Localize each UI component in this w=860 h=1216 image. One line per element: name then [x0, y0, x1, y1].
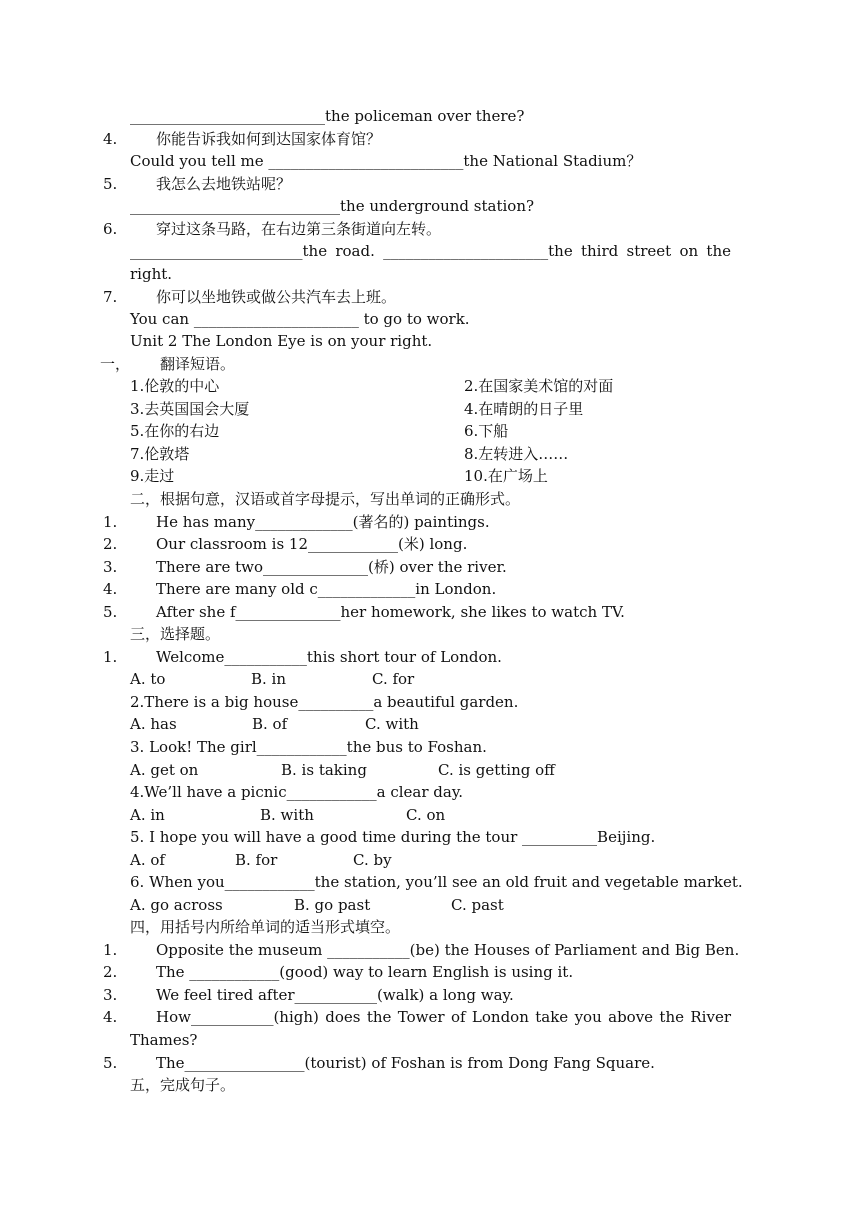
section3-q6-option-a: A. go across	[130, 896, 223, 914]
section2-item: He has many_____________(著名的) paintings.	[156, 513, 490, 531]
phrase-item: 1.伦敦的中心	[130, 377, 220, 395]
section3-q3-option-a: A. get on	[130, 761, 199, 779]
section4-title: 四，用括号内所给单词的适当形式填空。	[130, 918, 401, 936]
section1-title: 翻译短语。	[160, 355, 236, 373]
unit1-q5-number: 5.	[103, 175, 118, 193]
section4-item-cont: Thames?	[130, 1031, 198, 1049]
section2-item: There are many old c_____________in London.	[156, 580, 497, 598]
unit1-q6-english-cont: right.	[130, 265, 173, 283]
section3-q6: 6. When you____________the station, you’ll see an old fruit and vegetable market.	[130, 873, 743, 891]
section4-item-number: 3.	[103, 986, 118, 1004]
section4-item-number: 5.	[103, 1054, 118, 1072]
section2-item-number: 2.	[103, 535, 118, 553]
section3-q5-option-a: A. of	[130, 851, 165, 869]
section4-item: Opposite the museum ___________(be) the Houses of Parliament and Big Ben.	[156, 941, 740, 959]
section2-item: Our classroom is 12____________(米) long.	[156, 535, 468, 553]
section4-item-number: 2.	[103, 963, 118, 981]
unit1-q6-chinese: 穿过这条马路，在右边第三条街道向左转。	[156, 220, 442, 238]
section3-q4-option-a: A. in	[130, 806, 165, 824]
section2-item-number: 4.	[103, 580, 118, 598]
unit1-q7-chinese: 你可以坐地铁或做公共汽车去上班。	[156, 288, 397, 306]
section1-number: 一，	[100, 355, 131, 373]
phrase-item: 8.左转进入……	[464, 445, 569, 463]
section3-q6-option-b: B. go past	[294, 896, 371, 914]
phrase-item: 9.走过	[130, 467, 175, 485]
section5-title: 五，完成句子。	[130, 1076, 236, 1094]
phrase-item: 10.在广场上	[464, 467, 548, 485]
phrase-item: 4.在晴朗的日子里	[464, 400, 584, 418]
section2-item-number: 1.	[103, 513, 118, 531]
section3-q1-number: 1.	[103, 648, 118, 666]
section2-item-number: 3.	[103, 558, 118, 576]
section3-q6-option-c: C. past	[451, 896, 504, 914]
unit1-q6-number: 6.	[103, 220, 118, 238]
phrase-item: 6.下船	[464, 422, 509, 440]
section4-item: How___________(high) does the Tower of London take you above the River	[156, 1008, 731, 1026]
section2-item-number: 5.	[103, 603, 118, 621]
phrase-item: 3.去英国国会大厦	[130, 400, 250, 418]
section3-q3: 3. Look! The girl____________the bus to Foshan.	[130, 738, 487, 756]
section2-item: After she f______________her homework, she likes to watch TV.	[156, 603, 625, 621]
unit1-q4-chinese: 你能告诉我如何到达国家体育馆？	[156, 130, 382, 148]
unit1-q3-english: __________________________the policeman over there?	[130, 107, 525, 125]
section2-title: 二，根据句意，汉语或首字母提示，写出单词的正确形式。	[130, 490, 521, 508]
section3-q1-option-b: B. in	[251, 670, 287, 688]
section3-q2-option-b: B. of	[252, 715, 288, 733]
unit1-q4-number: 4.	[103, 130, 118, 148]
section3-q4: 4.We’ll have a picnic____________a clear day.	[130, 783, 464, 801]
section3-title: 三，选择题。	[130, 625, 221, 643]
section3-q5-option-b: B. for	[235, 851, 278, 869]
unit2-title: Unit 2 The London Eye is on your right.	[130, 332, 433, 350]
section3-q5-option-c: C. by	[353, 851, 392, 869]
section3-q1-option-c: C. for	[372, 670, 415, 688]
section4-item-number: 4.	[103, 1008, 118, 1026]
section4-item: We feel tired after___________(walk) a long way.	[156, 986, 514, 1004]
unit1-q5-chinese: 我怎么去地铁站呢？	[156, 175, 292, 193]
unit1-q4-english: Could you tell me __________________________the National Stadium？	[130, 152, 642, 170]
unit1-q7-number: 7.	[103, 288, 118, 306]
section3-q2-option-c: C. with	[365, 715, 419, 733]
section3-q5: 5. I hope you will have a good time during the tour __________Beijing.	[130, 828, 656, 846]
phrase-item: 2.在国家美术馆的对面	[464, 377, 614, 395]
section4-item: The ____________(good) way to learn English is using it.	[156, 963, 574, 981]
section3-q4-option-c: C. on	[406, 806, 446, 824]
section4-item-number: 1.	[103, 941, 118, 959]
section3-q2-option-a: A. has	[130, 715, 177, 733]
section3-q3-option-b: B. is taking	[281, 761, 367, 779]
phrase-item: 5.在你的右边	[130, 422, 220, 440]
section3-q4-option-b: B. with	[260, 806, 314, 824]
section4-item: The________________(tourist) of Foshan is from Dong Fang Square.	[156, 1054, 655, 1072]
section2-item: There are two______________(桥) over the river.	[156, 558, 507, 576]
section3-q1: Welcome___________this short tour of London.	[156, 648, 502, 666]
unit1-q7-english: You can ______________________ to go to work.	[130, 310, 470, 328]
phrase-item: 7.伦敦塔	[130, 445, 190, 463]
section3-q1-option-a: A. to	[130, 670, 166, 688]
unit1-q6-english: _______________________the road. ______________________the third street on the	[130, 242, 731, 260]
section3-q3-option-c: C. is getting off	[438, 761, 555, 779]
unit1-q5-english: ____________________________the underground station?	[130, 197, 535, 215]
section3-q2: 2.There is a big house__________a beautiful garden.	[130, 693, 519, 711]
